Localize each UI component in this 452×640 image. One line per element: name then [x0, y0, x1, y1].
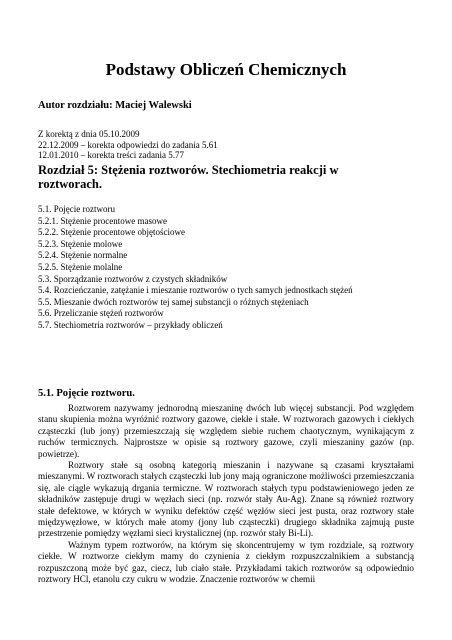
body-paragraph: Roztwory stałe są osobną kategorią mieszanin i nazywane są czasami kryształami mieszanymi. W roztworach stałych cząsteczki lub jony mają ograniczone możliwości przemieszczania się, ale ciągle wykazują drgania termiczne. W roztworach stałych typu podstawieniowego jeden ze składników zastępuje drugi w węzłach sieci (np. rozwór stały Au-Ag). Znane są również roztwory stałe defektowe, w których w wyniku defektów część węzłów sieci jest pusta, oraz roztwory stałe międzywęzłowe, w których małe atomy (jony lub cząsteczki) drugiego składnika zajmują puste przestrzenie pomiędzy węzłami sieci krystalicznej (np. rozwór stały Bi-Li).	[38, 460, 414, 539]
toc-item: 5.1. Pojęcie roztworu	[38, 204, 115, 214]
body-paragraph: Ważnym typem roztworów, na którym się skoncentrujemy w tym rozdziale, są roztwory ciekłe. W roztworze ciekłym mamy do czynienia z ciekłym rozpuszczalnikiem a substancją rozpuszczoną może być gaz, ciecz, lub ciało stałe. Przykładami takich roztworów są odpowiednio roztwory HCl, etanolu czy cukru w wodzie. Znaczenie roztworów w chemii	[38, 539, 414, 585]
section-body	[38, 403, 414, 586]
toc-item: 5.2.1. Stężenie procentowe masowe	[38, 215, 167, 226]
revision-note: 22.12.2009 – korekta odpowiedzi do zadania 5.61	[38, 140, 218, 150]
chapter-title: Rozdział 5: Stężenia roztworów. Stechiometria reakcji w roztworach.	[38, 163, 339, 191]
toc-item: 5.2.5. Stężenie molalne	[38, 261, 123, 272]
body-paragraph: Roztworem nazywamy jednorodną mieszaninę dwóch lub więcej substancji. Pod względem stanu skupienia można wyróżnić roztwory gazowe, ciekłe i stałe. W roztworach gazowych i ciekłych cząsteczki (lub jony) przemieszczają się względem siebie ruchem chaotycznym, wynikającym z ruchów termicznych. Najprostsze w opisie są roztwory gazowe, czyli mieszaniny gazów (np. powietrze).	[38, 403, 414, 459]
toc-item: 5.2.4. Stężenie normalne	[38, 250, 128, 261]
toc-item: 5.3. Sporządzanie roztworów z czystych składników	[38, 273, 228, 284]
toc-item: 5.5. Mieszanie dwóch roztworów tej samej substancji o różnych stężeniach	[38, 296, 309, 307]
toc-item: 5.4. Rozcieńczanie, zatężanie i mieszanie roztworów o tych samych jednostkach stężeń	[38, 285, 353, 296]
table-of-contents	[38, 204, 418, 332]
toc-item: 5.2.3. Stężenie molowe	[38, 238, 123, 249]
section-heading: 5.1. Pojęcie roztworu.	[38, 388, 135, 399]
revision-note: 12.01.2010 – korekta treści zadania 5.77	[38, 150, 184, 160]
chapter-author: Autor rozdziału: Maciej Walewski	[38, 100, 192, 111]
toc-item: 5.2.2. Stężenie procentowe objętościowe	[38, 227, 185, 238]
document-title: Podstawy Obliczeń Chemicznych	[105, 60, 347, 79]
revision-note: Z korektą z dnia 05.10.2009	[38, 129, 140, 139]
toc-item: 5.7. Stechiometria roztworów – przykłady obliczeń	[38, 319, 223, 330]
toc-item: 5.6. Przeliczanie stężeń roztworów	[38, 308, 164, 319]
